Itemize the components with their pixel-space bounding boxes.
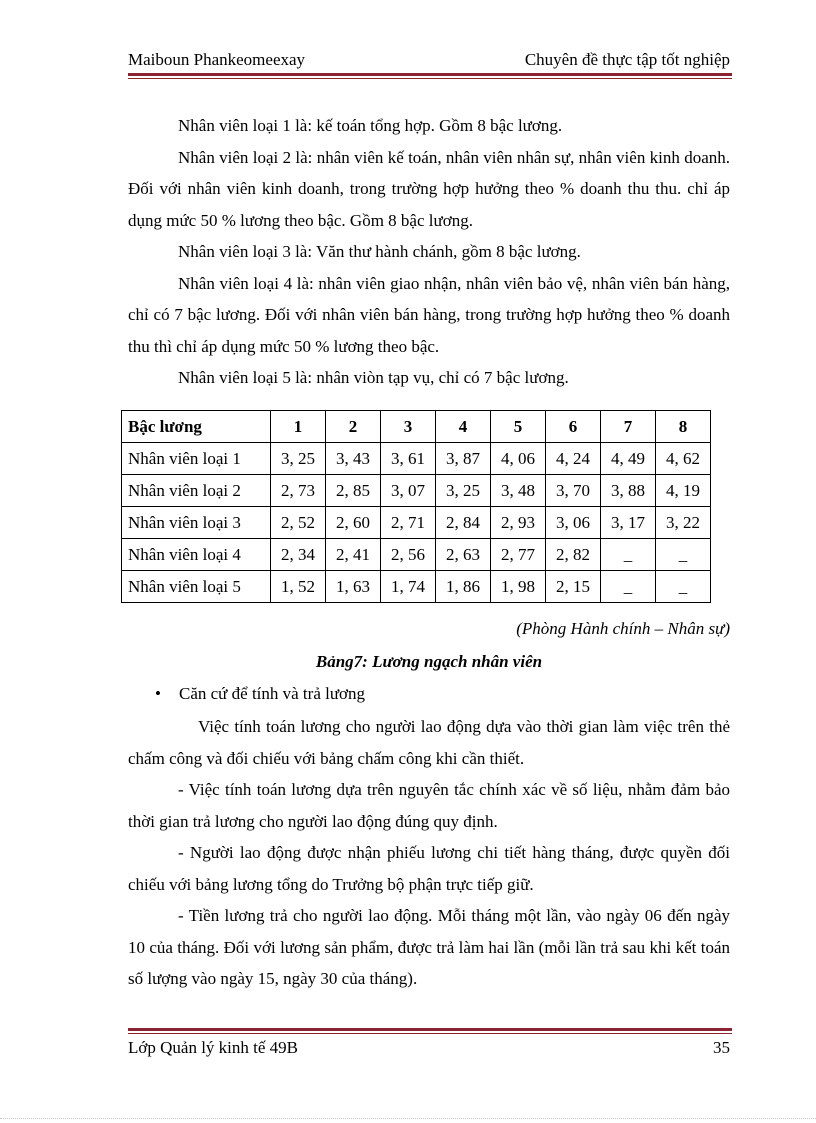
table-cell: 2, 73 [271, 475, 326, 507]
paragraph: Việc tính toán lương cho người lao động dựa vào thời gian làm việc trên thẻ chấm công và đối chiếu với bảng chấm công khi cần thiết. [128, 717, 730, 768]
page-footer [128, 1038, 730, 1058]
table-cell: 2, 63 [436, 539, 491, 571]
table-cell: 2, 52 [271, 507, 326, 539]
row-label: Nhân viên loại 2 [122, 475, 271, 507]
body-section [128, 711, 730, 995]
table-cell: 4, 19 [656, 475, 711, 507]
table-cell: 3, 17 [601, 507, 656, 539]
table-cell: 2, 93 [491, 507, 546, 539]
row-label: Nhân viên loại 3 [122, 507, 271, 539]
table-cell: 4, 06 [491, 443, 546, 475]
table-cell: 3, 07 [381, 475, 436, 507]
paragraph: - Tiền lương trả cho người lao động. Mỗi tháng một lần, vào ngày 06 đến ngày 10 của tháng. Đối với lương sản phẩm, được trả làm hai lần (mỗi lần trả sau khi kết toán số lượng vào ngày 15, ngày 30 của tháng). [128, 906, 730, 988]
row-label: Nhân viên loại 1 [122, 443, 271, 475]
page-number: 35 [713, 1038, 730, 1057]
table-cell: 1, 98 [491, 571, 546, 603]
footer-rule-thin [128, 1033, 732, 1034]
table-cell: 2, 77 [491, 539, 546, 571]
table-cell: _ [601, 539, 656, 571]
table-row [122, 507, 711, 539]
table-header-cell: 5 [491, 411, 546, 443]
row-label: Nhân viên loại 5 [122, 571, 271, 603]
paragraph: Nhân viên loại 3 là: Văn thư hành chánh, gồm 8 bậc lương. [178, 242, 581, 261]
table-cell: 3, 87 [436, 443, 491, 475]
table-row [122, 539, 711, 571]
paragraph: Nhân viên loại 4 là: nhân viên giao nhận, nhân viên bảo vệ, nhân viên bán hàng, chỉ có 7 bậc lương. Đối với nhân viên bán hàng, trong trường hợp hưởng theo % doanh thu thì chỉ áp dụng mức 50 % lương theo bậc. [128, 273, 730, 356]
table-header-label: Bậc lương [122, 411, 271, 443]
table-cell: 2, 85 [326, 475, 381, 507]
table-cell: 3, 88 [601, 475, 656, 507]
table-cell: 3, 70 [546, 475, 601, 507]
footer-class-name: Lớp Quản lý kinh tế 49B [128, 1038, 298, 1057]
paragraph: Nhân viên loại 5 là: nhân viòn tạp vụ, chỉ có 7 bậc lương. [178, 368, 569, 387]
table-cell: 2, 60 [326, 507, 381, 539]
table-source: (Phòng Hành chính – Nhân sự) [516, 619, 730, 638]
table-cell: 3, 25 [436, 475, 491, 507]
table-header-cell: 7 [601, 411, 656, 443]
table-cell: _ [656, 539, 711, 571]
table-header-cell: 4 [436, 411, 491, 443]
table-cell: 2, 41 [326, 539, 381, 571]
table-cell: 3, 43 [326, 443, 381, 475]
table-cell: 2, 84 [436, 507, 491, 539]
header-title: Chuyên đề thực tập tốt nghiệp [524, 50, 730, 69]
table-cell: 3, 61 [381, 443, 436, 475]
page-edge-divider [0, 1118, 816, 1119]
paragraph: Nhân viên loại 2 là: nhân viên kế toán, nhân viên nhân sự, nhân viên kinh doanh. Đối với nhân viên kinh doanh, trong trường hợp hưởng theo % doanh thu thu. chỉ áp dụng mức 50 % lương theo bậc. Gồm 8 bậc lương. [128, 147, 730, 230]
table-header-cell: 3 [381, 411, 436, 443]
table-cell: 1, 86 [436, 571, 491, 603]
table-header-cell: 6 [546, 411, 601, 443]
table-cell: 2, 71 [381, 507, 436, 539]
page-header [128, 50, 730, 70]
table-cell: 2, 82 [546, 539, 601, 571]
table-cell: 2, 56 [381, 539, 436, 571]
bullet-text: Căn cứ để tính và trả lương [179, 684, 366, 703]
table-cell: 4, 62 [656, 443, 711, 475]
salary-table [121, 410, 711, 603]
table-row [122, 475, 711, 507]
row-label: Nhân viên loại 4 [122, 539, 271, 571]
table-row [122, 571, 711, 603]
header-author: Maiboun Phankeomeexay [128, 50, 306, 69]
table-row [122, 443, 711, 475]
table-cell: _ [601, 571, 656, 603]
table-cell: 3, 48 [491, 475, 546, 507]
table-cell: 1, 63 [326, 571, 381, 603]
table-cell: 3, 25 [271, 443, 326, 475]
table-header-row [122, 411, 711, 443]
table-caption: Bảng7: Lương ngạch nhân viên [315, 652, 543, 671]
table-cell: 3, 22 [656, 507, 711, 539]
paragraph: - Người lao động được nhận phiếu lương chi tiết hàng tháng, được quyền đối chiếu với bảng lương tổng do Trưởng bộ phận trực tiếp giữ. [128, 843, 730, 894]
header-rule-thick [128, 73, 732, 76]
table-cell: 2, 15 [546, 571, 601, 603]
table-cell: 1, 52 [271, 571, 326, 603]
table-cell: 4, 24 [546, 443, 601, 475]
table-cell: 2, 34 [271, 539, 326, 571]
bullet-item [155, 684, 365, 704]
table-header-cell: 2 [326, 411, 381, 443]
paragraph: Nhân viên loại 1 là: kế toán tổng hợp. Gồm 8 bậc lương. [178, 116, 563, 135]
table-header-cell: 1 [271, 411, 326, 443]
table-cell: 1, 74 [381, 571, 436, 603]
table-cell: 4, 49 [601, 443, 656, 475]
bullet-icon: • [155, 684, 161, 703]
paragraph: - Việc tính toán lương dựa trên nguyên tắc chính xác về số liệu, nhằm đảm bảo thời gian trả lương cho người lao động đúng quy định. [128, 780, 730, 831]
footer-rule-thick [128, 1028, 732, 1031]
table-header-cell: 8 [656, 411, 711, 443]
intro-section [128, 110, 730, 394]
table-cell: 3, 06 [546, 507, 601, 539]
table-cell: _ [656, 571, 711, 603]
header-rule-thin [128, 78, 732, 79]
